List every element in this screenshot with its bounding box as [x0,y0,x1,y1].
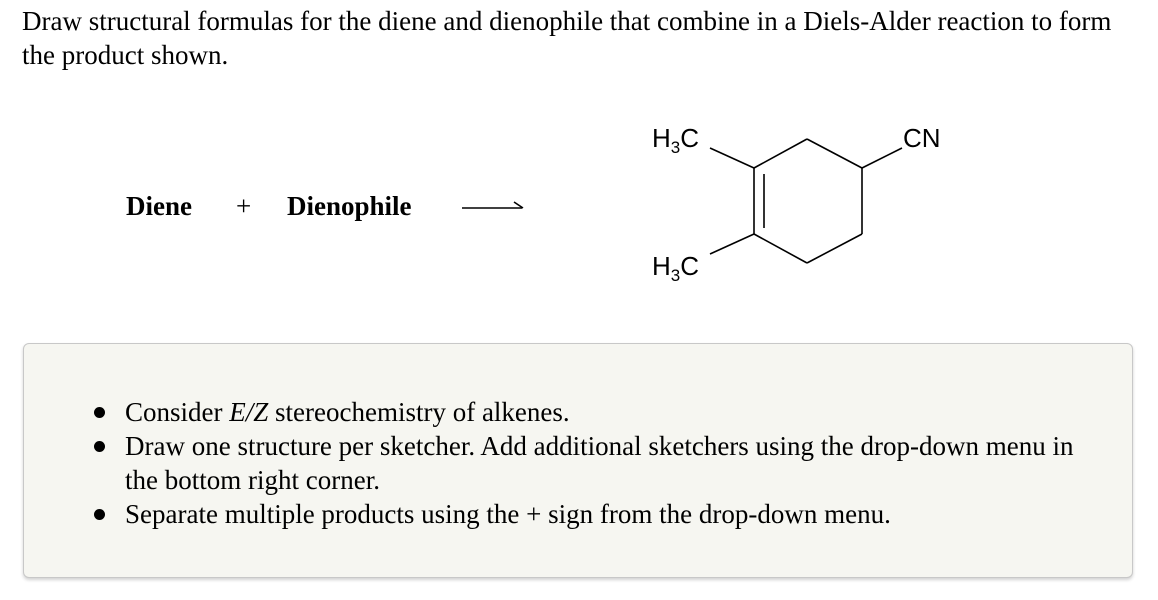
diene-label: Diene [126,191,192,221]
ez-italic: E/Z [229,397,269,427]
reaction-arrow-icon [460,196,526,220]
dienophile-label: Dienophile [287,191,412,221]
question-text: Draw structural formulas for the diene and dienophile that combine in a Diels-Alder reaction to form the product shown. [22,6,1112,70]
list-item: Consider E/Z stereochemistry of alkenes. [24,395,1132,429]
instructions-box [23,343,1133,578]
cyclohexene-ring [710,139,902,263]
list-item: Draw one structure per sketcher. Add additional sketchers using the drop-down menu in the bottom right corner. [24,429,1132,497]
bullet-icon [94,509,105,520]
list-item: Separate multiple products using the + sign from the drop-down menu. [24,497,1132,531]
instructions-list [24,395,1132,531]
methyl-bottom-label: $H_3C$ [652,251,700,285]
plus-sign: + [236,191,252,221]
bullet-icon [94,407,105,418]
product-structure [630,110,970,300]
bullet-icon [94,441,105,452]
methyl-top-label: $H_3C$ [652,123,700,157]
nitrile-label: CN [903,123,941,153]
